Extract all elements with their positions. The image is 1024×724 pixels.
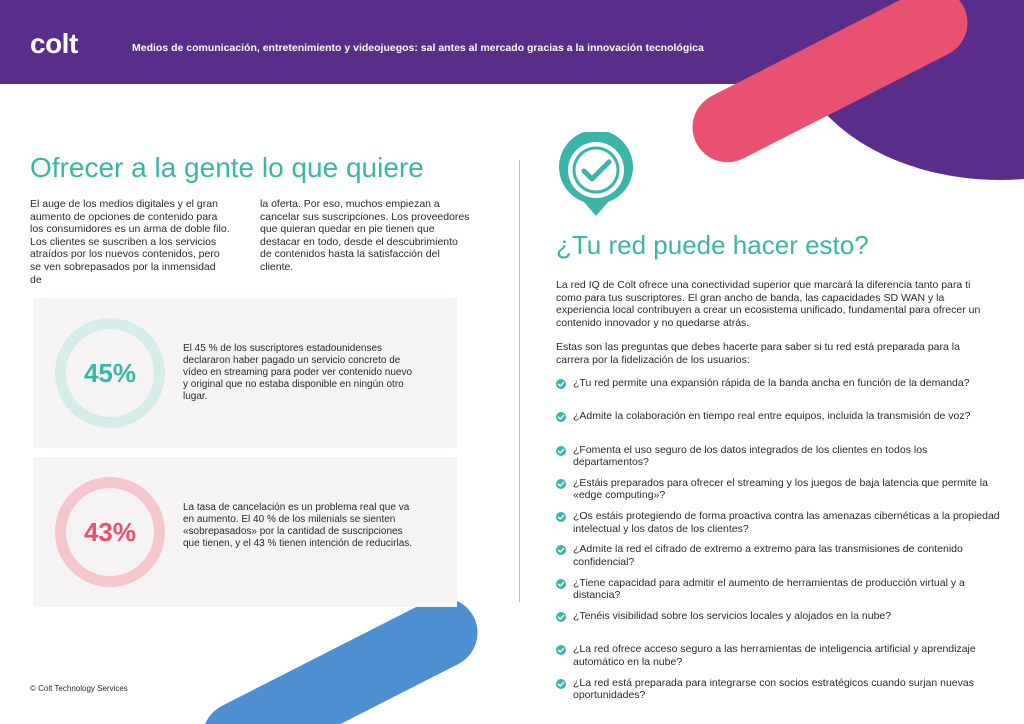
- list-item: [556, 410, 1001, 443]
- question-text: ¿Tu red permite una expansión rápida de la banda ancha en función de la demanda?: [573, 377, 970, 389]
- list-item: [556, 677, 1001, 710]
- check-circle-icon: [556, 446, 566, 456]
- colt-logo: colt: [30, 28, 78, 59]
- stat-description: La tasa de cancelación es un problema real que va en aumento. El 40 % de los milenials se sienten «sobrepasados» por la cantidad de suscripciones que tienen, y el 43 % tienen intención de reducirlas.: [183, 502, 413, 549]
- list-item: [556, 377, 1001, 410]
- check-circle-icon: [556, 679, 566, 689]
- stat-box-43: [33, 457, 457, 607]
- question-text: ¿Tiene capacidad para admitir el aumento de herramientas de producción virtual y a distancia?: [573, 576, 965, 602]
- list-item: [556, 543, 1001, 576]
- list-item: [556, 643, 1001, 676]
- list-item: [556, 510, 1001, 543]
- check-circle-icon: [556, 412, 566, 422]
- check-circle-icon: [556, 579, 566, 589]
- stat-value: 45%: [83, 357, 137, 388]
- check-circle-icon: [556, 612, 566, 622]
- question-text: ¿Os estáis protegiendo de forma proactiva contra las amenazas cibernéticas a la propiedad intelectual y los datos de los clientes?: [573, 510, 1000, 535]
- left-section-title: Ofrecer a la gente lo que quiere: [30, 152, 424, 183]
- question-text: ¿La red está preparada para integrarse con socios estratégicos cuando surjan nuevas oportunidades?: [573, 676, 974, 702]
- stat-ring-45: [55, 318, 165, 428]
- stat-value: 43%: [83, 516, 137, 547]
- stat-ring-43: [55, 477, 165, 587]
- list-item: [556, 577, 1001, 610]
- question-text: ¿Estáis preparados para ofrecer el streaming y los juegos de baja latencia que permite la «edge computing»?: [573, 476, 988, 502]
- right-section-title: ¿Tu red puede hacer esto?: [556, 230, 869, 260]
- question-text: ¿Fomenta el uso seguro de los datos integrados de los clientes en todos los departamentos?: [573, 443, 928, 469]
- stat-description: El 45 % de los suscriptores estadounidenses declararon haber pagado un servicio concreto de vídeo en streaming para poder ver contenido nuevo y original que no estaba disponible en ningún otro lugar.: [183, 343, 413, 402]
- question-text: ¿Admite la colaboración en tiempo real entre equipos, incluida la transmisión de voz?: [573, 410, 971, 423]
- list-item: [556, 444, 1001, 477]
- list-item: [556, 477, 1001, 510]
- check-circle-icon: [556, 512, 566, 522]
- list-item: [556, 610, 1001, 643]
- right-intro-paragraph: La red IQ de Colt ofrece una conectividad superior que marcará la diferencia tanto para ti como para tus suscriptores. El gran ancho de banda, las capacidades SD WAN y la experiencia local contribuyen a crear un ecosistema unificado, fundamental para ofrecer un contenido innovador y no quedarse atrás.: [556, 279, 981, 329]
- question-text: ¿Tenéis visibilidad sobre los servicios locales y alojados en la nube?: [573, 610, 892, 623]
- header-title: Medios de comunicación, entretenimiento y videojuegos: sal antes al mercado gracias a la innovación tecnológica: [132, 42, 704, 54]
- question-list: [556, 377, 1001, 710]
- column-divider: [519, 160, 520, 602]
- check-circle-icon: [556, 645, 566, 655]
- question-text: ¿Admite la red el cifrado de extremo a extremo para las transmisiones de contenido confidencial?: [573, 543, 963, 568]
- intro-text-column-1: El auge de los medios digitales y el gran aumento de opciones de contenido para los consumidores es un arma de doble filo. Los clientes se suscriben a los servicios atraídos por los nuevos contenidos, pero se ven sobrepasados por la inmensidad de: [30, 198, 230, 286]
- question-text: ¿La red ofrece acceso seguro a las herramientas de inteligencia artificial y aprendizaje automático en la nube?: [573, 643, 976, 668]
- right-questions-intro: Estas son las preguntas que debes hacerte para saber si tu red está preparada para la carrera por la fidelización de los usuarios:: [556, 341, 960, 366]
- check-circle-icon: [556, 479, 566, 489]
- check-circle-icon: [556, 545, 566, 555]
- footer-copyright: © Colt Technology Services: [30, 684, 128, 693]
- check-pin-icon: [558, 132, 634, 218]
- stat-box-45: [33, 298, 457, 448]
- intro-text-column-2: la oferta. Por eso, muchos empiezan a cancelar sus suscripciones. Los proveedores que quieran quedar en pie tienen que destacar en todo, desde el descubrimiento de contenidos hasta la satisfacción del cliente.: [260, 198, 470, 273]
- check-circle-icon: [556, 379, 566, 389]
